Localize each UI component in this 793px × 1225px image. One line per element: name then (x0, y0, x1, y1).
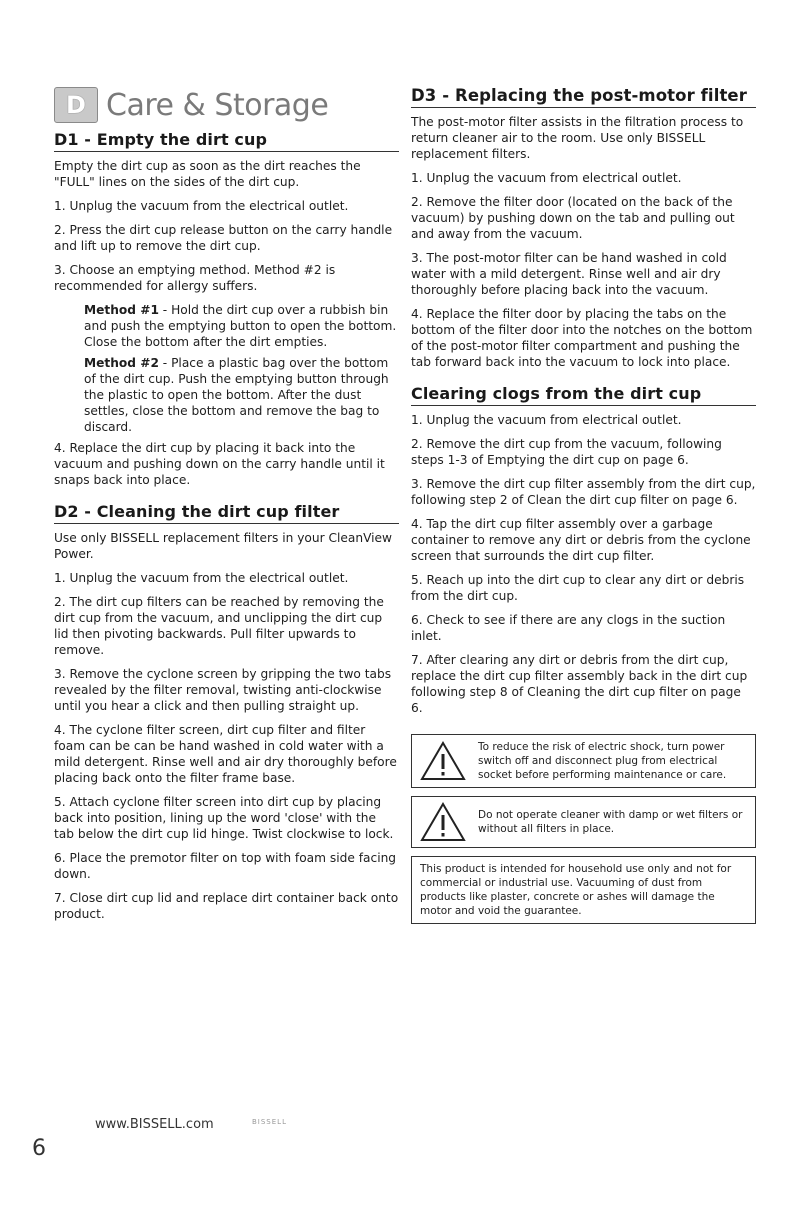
footer-logo: BISSELL (252, 1118, 287, 1126)
d2-step: 6. Place the premotor filter on top with foam side facing down. (54, 851, 397, 881)
warning-triangle-icon (420, 741, 466, 781)
d1-step: 4. Replace the dirt cup by placing it back into the vacuum and pushing down on the carry handle until it snaps back into place. (54, 441, 385, 487)
d3-step: 2. Remove the filter door (located on the back of the vacuum) by pushing down on the tab and pulling out and away from the vacuum. (411, 195, 735, 241)
right-column (411, 84, 756, 924)
warning-text: Do not operate cleaner with damp or wet filters or without all filters in place. (478, 809, 743, 835)
d3-heading: D3 - Replacing the post-motor filter (411, 86, 756, 108)
d3-intro: The post-motor filter assists in the filtration process to return cleaner air to the room. Use only BISSELL replacement filters. (411, 115, 744, 161)
clogs-step: 3. Remove the dirt cup filter assembly from the dirt cup, following step 2 of Clean the dirt cup filter on page 6. (411, 477, 756, 507)
d1-step: 1. Unplug the vacuum from the electrical outlet. (54, 199, 349, 213)
d2-step: 3. Remove the cyclone screen by gripping the two tabs revealed by the filter removal, twisting anti-clockwise until you hear a click and then pulling straight up. (54, 667, 392, 713)
d2-step: 5. Attach cyclone filter screen into dirt cup by placing back into position, lining up the word 'close' with the tab below the dirt cup lid hinge. Twist clockwise to lock. (54, 795, 394, 841)
clogs-step: 5. Reach up into the dirt cup to clear any dirt or debris from the dirt cup. (411, 573, 745, 603)
page-title: Care & Storage (106, 87, 329, 123)
clogs-step: 2. Remove the dirt cup from the vacuum, following steps 1-3 of Emptying the dirt cup on page 6. (411, 437, 722, 467)
notice-text: This product is intended for household use only and not for commercial or industrial use. Vacuuming of dust from products like plaster, concrete or ashes will damage the motor and void the guarantee. (420, 863, 732, 917)
d3-step: 3. The post-motor filter can be hand washed in cold water with a mild detergent. Rinse well and air dry thoroughly before placing back into the vacuum. (411, 251, 727, 297)
method-2-label: Method #2 (84, 356, 159, 370)
method-2-text: - Place a plastic bag over the bottom of the dirt cup. Push the emptying button through the plastic to open the bottom. After the dust settles, close the bottom and remove the bag to discard. (84, 356, 389, 434)
section-badge: D (54, 87, 98, 123)
d2-heading: D2 - Cleaning the dirt cup filter (54, 502, 399, 524)
clogs-heading: Clearing clogs from the dirt cup (411, 384, 756, 406)
d2-step: 4. The cyclone filter screen, dirt cup filter and filter foam can be can be hand washed in cold water with a mild detergent. Rinse well and air dry thoroughly before placing back onto the filter frame base. (54, 723, 397, 785)
d1-method-1 (84, 302, 399, 350)
footer-url: www.BISSELL.com (95, 1117, 214, 1132)
d1-step: 3. Choose an emptying method. Method #2 is recommended for allergy suffers. (54, 263, 336, 293)
warning-triangle-icon (420, 802, 466, 842)
d3-step: 4. Replace the filter door by placing the tabs on the bottom of the filter door into the notches on the bottom of the post-motor filter compartment and pushing the tab forward back into the vacuum to lock into place. (411, 307, 753, 369)
clogs-step: 1. Unplug the vacuum from electrical outlet. (411, 413, 682, 427)
warning-box-filters (411, 796, 756, 848)
d2-step: 2. The dirt cup filters can be reached by removing the dirt cup from the vacuum, and unclipping the dirt cup lid then pivoting backwards. Pull filter upwards to remove. (54, 595, 384, 657)
d1-method-2 (84, 355, 399, 435)
d2-intro: Use only BISSELL replacement filters in your CleanView Power. (54, 531, 393, 561)
method-1-text: - Hold the dirt cup over a rubbish bin and push the emptying button to open the bottom. Close the bottom after the dirt empties. (84, 303, 397, 349)
clogs-step: 4. Tap the dirt cup filter assembly over a garbage container to remove any dirt or debris from the cyclone screen that surrounds the dirt cup filter. (411, 517, 751, 563)
left-column (54, 84, 399, 930)
section-title (54, 82, 399, 128)
d1-intro: Empty the dirt cup as soon as the dirt reaches the "FULL" lines on the sides of the dirt cup. (54, 159, 361, 189)
method-1-label: Method #1 (84, 303, 159, 317)
d2-step: 1. Unplug the vacuum from the electrical outlet. (54, 571, 349, 585)
d2-step: 7. Close dirt cup lid and replace dirt container back onto product. (54, 891, 399, 921)
clogs-step: 6. Check to see if there are any clogs in the suction inlet. (411, 613, 726, 643)
d3-step: 1. Unplug the vacuum from electrical outlet. (411, 171, 682, 185)
notice-box-household (411, 856, 756, 924)
warning-box-shock (411, 734, 756, 788)
page-number: 6 (32, 1136, 46, 1161)
warning-text: To reduce the risk of electric shock, turn power switch off and disconnect plug from electrical socket before performing maintenance or care. (478, 741, 727, 781)
clogs-step: 7. After clearing any dirt or debris from the dirt cup, replace the dirt cup filter assembly back in the dirt cup following step 8 of Cleaning the dirt cup filter on page 6. (411, 653, 748, 715)
d1-step: 2. Press the dirt cup release button on the carry handle and lift up to remove the dirt cup. (54, 223, 393, 253)
d1-heading: D1 - Empty the dirt cup (54, 130, 399, 152)
